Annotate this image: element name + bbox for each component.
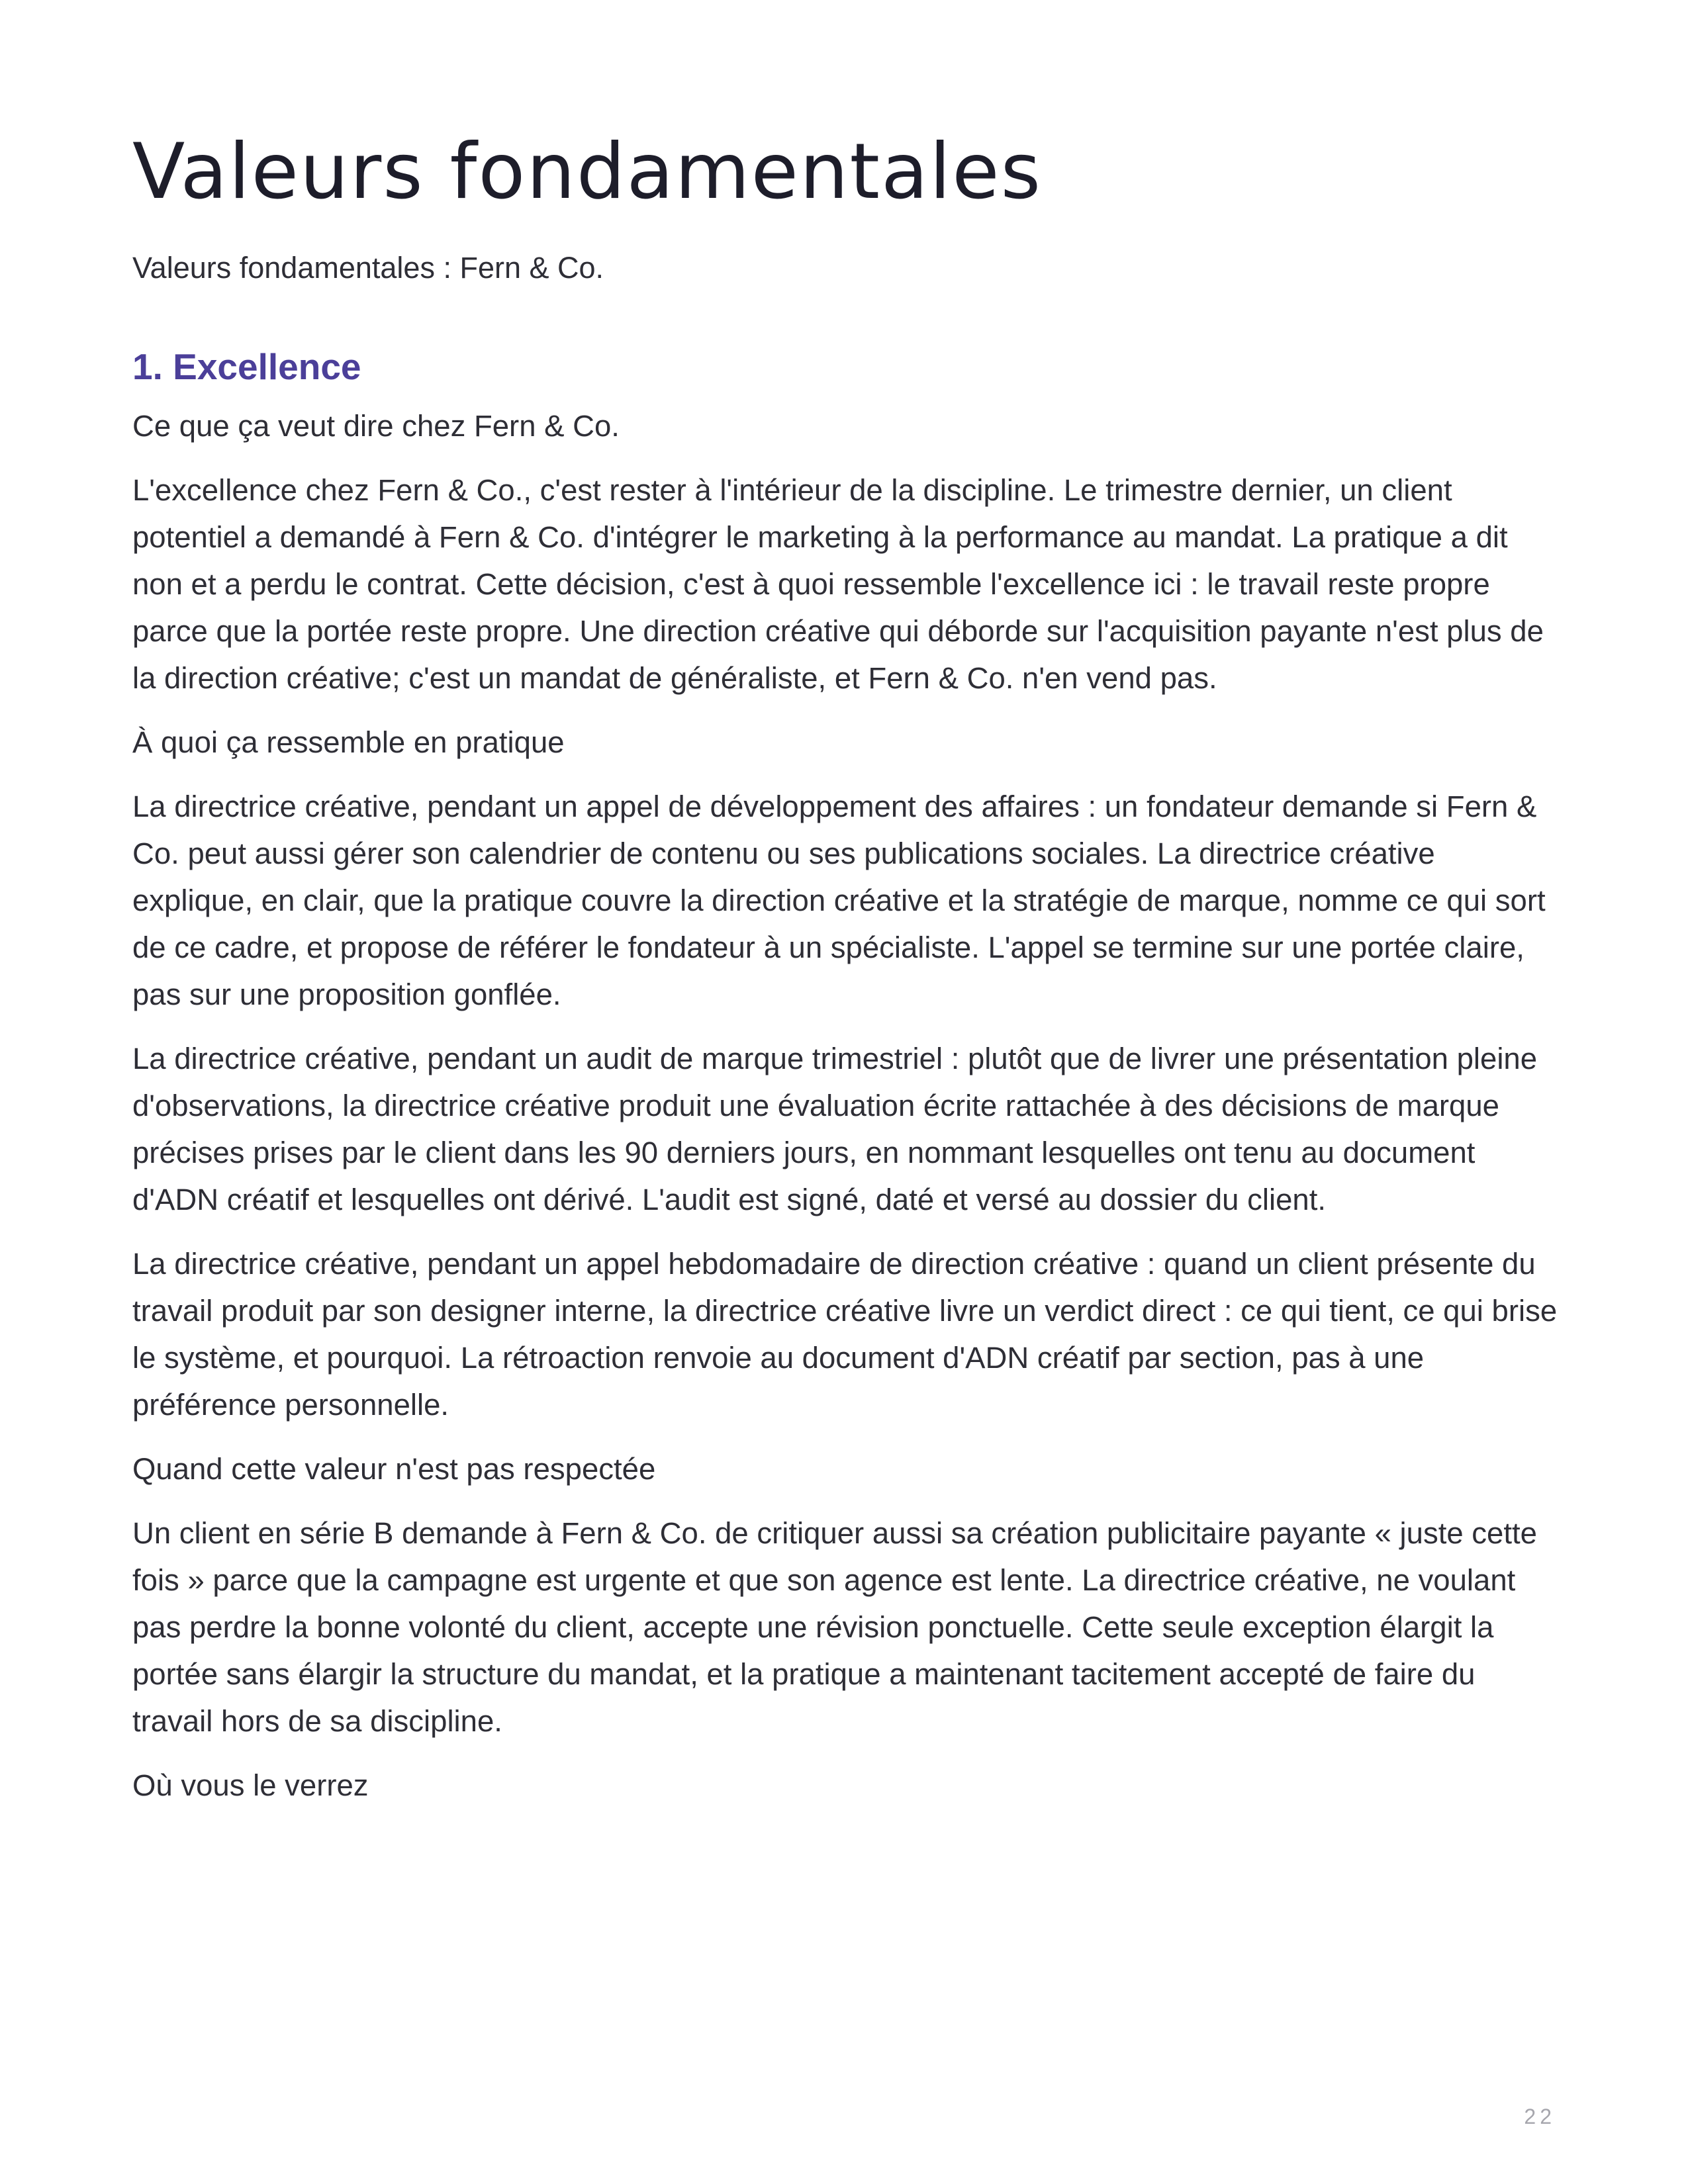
page-number: 22: [1524, 2105, 1556, 2128]
paragraph-meaning-label: Ce que ça veut dire chez Fern & Co.: [132, 409, 620, 443]
section-heading-excellence: 1. Excellence: [132, 345, 361, 387]
paragraph-excellence-definition: L'excellence chez Fern & Co., c'est rester à l'intérieur de la discipline. Le trimestre dernier, un client potentiel a demandé à Fern & Co. d'intégrer le marketing à la performance au mandat. La pratique a dit non et a perdu le contrat. Cette décision, c'est à quoi ressemble l'excellence ici : le travail reste propre parce que la portée reste propre. Une direction créative qui déborde sur l'acquisition payante n'est plus de la direction créative; c'est un mandat de généraliste, et Fern & Co. n'en vend pas.: [132, 473, 1544, 696]
paragraph-practice-label: À quoi ça ressemble en pratique: [132, 725, 565, 760]
page-subtitle: Valeurs fondamentales : Fern & Co.: [132, 251, 604, 285]
paragraph-example-brand-audit: La directrice créative, pendant un audit de marque trimestriel : plutôt que de livrer une présentation pleine d'observations, la directrice créative produit une évaluation écrite rattachée à des décisions de marque précises prises par le client dans les 90 derniers jours, en nommant lesquelles ont tenu au document d'ADN créatif et lesquelles ont dérivé. L'audit est signé, daté et versé au dossier du client.: [132, 1042, 1538, 1217]
paragraph-example-business-call: La directrice créative, pendant un appel de développement des affaires : un fondateur demande si Fern & Co. peut aussi gérer son calendrier de contenu ou ses publications sociales. La directrice créative explique, en clair, que la pratique couvre la direction créative et la stratégie de marque, nomme ce qui sort de ce cadre, et propose de référer le fondateur à un spécialiste. L'appel se termine sur une portée claire, pas sur une proposition gonflée.: [132, 790, 1546, 1012]
paragraph-example-weekly-call: La directrice créative, pendant un appel hebdomadaire de direction créative : quand un client présente du travail produit par son designer interne, la directrice créative livre un verdict direct : ce qui tient, ce qui brise le système, et pourquoi. La rétroaction renvoie au document d'ADN créatif par section, pas à une préférence personnelle.: [132, 1247, 1558, 1422]
paragraph-violation-label: Quand cette valeur n'est pas respectée: [132, 1452, 656, 1486]
page-content: [132, 126, 1562, 1826]
page-title: Valeurs fondamentales: [132, 127, 1043, 216]
paragraph-violation-example: Un client en série B demande à Fern & Co. de critiquer aussi sa création publicitaire payante « juste cette fois » parce que la campagne est urgente et que son agence est lente. La directrice créative, ne voulant pas perdre la bonne volonté du client, accepte une révision ponctuelle. Cette seule exception élargit la portée sans élargir la structure du mandat, et la pratique a maintenant tacitement accepté de faire du travail hors de sa discipline.: [132, 1516, 1537, 1739]
paragraph-where-label: Où vous le verrez: [132, 1768, 369, 1803]
